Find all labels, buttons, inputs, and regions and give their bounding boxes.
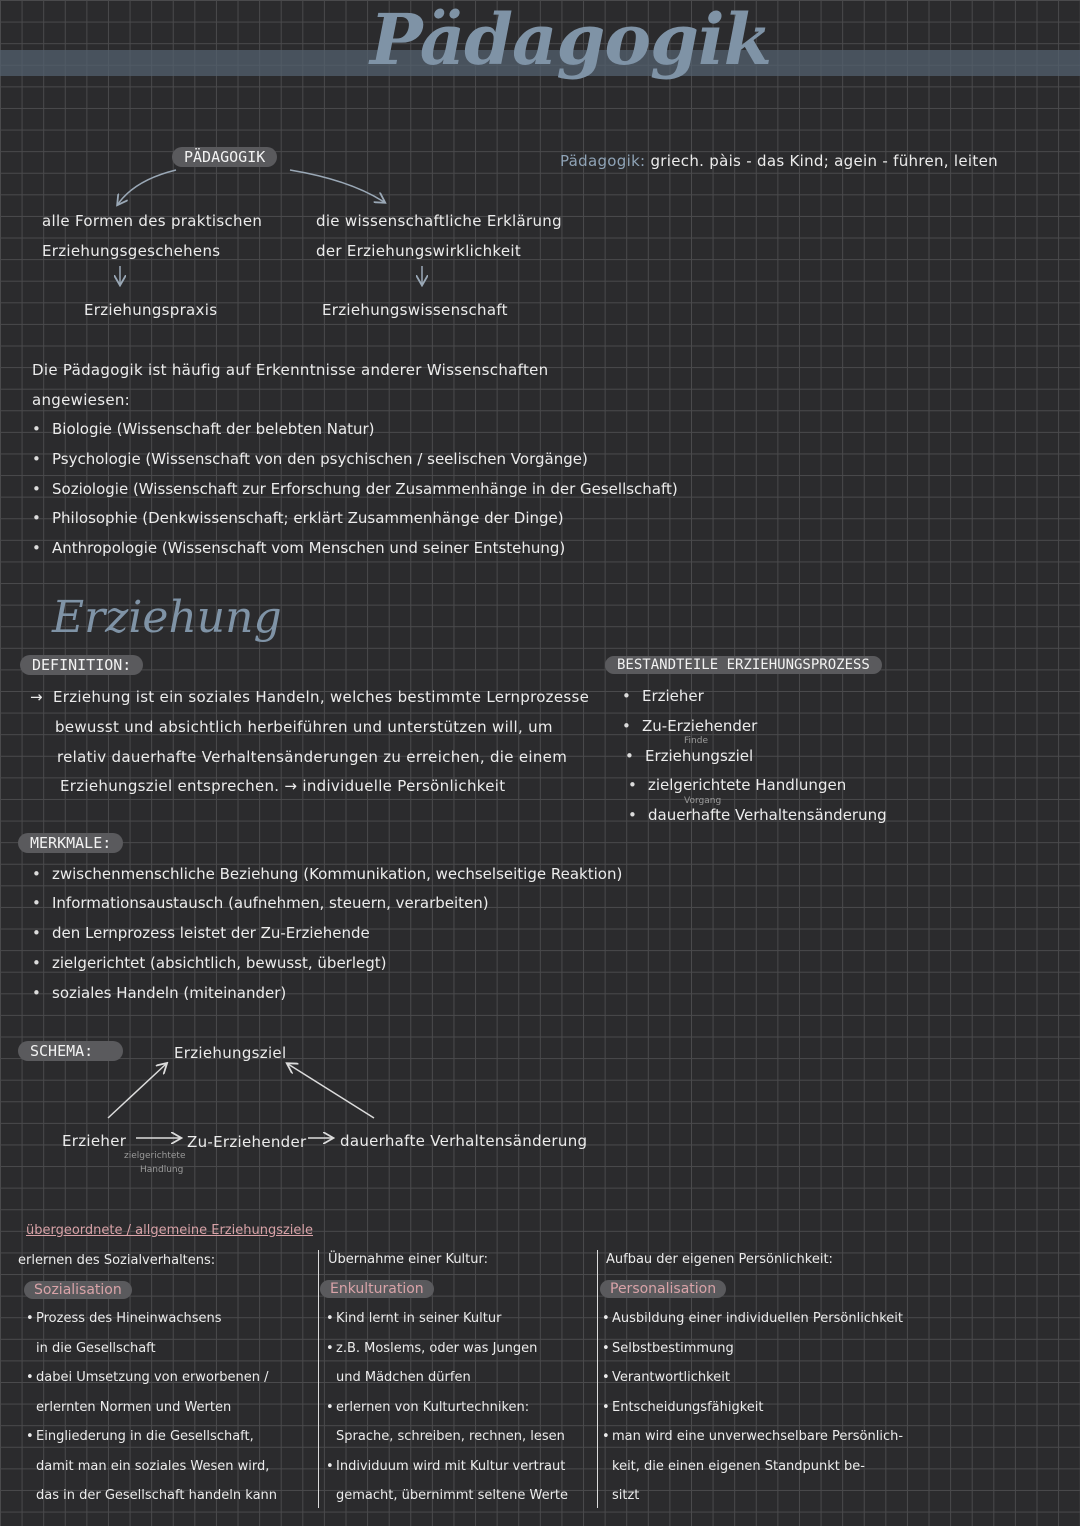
goal-line-bullet: • — [602, 1429, 610, 1444]
tree-right-line2: der Erziehungswirklichkeit — [316, 242, 522, 260]
goal-line: man wird eine unverwechselbare Persönlich- • — [602, 1429, 904, 1444]
component-small-note: Vorgang — [684, 796, 722, 806]
goal-line-bullet: • — [602, 1399, 610, 1415]
feature-item: • den Lernprozess leistet der Zu-Erziehende — [52, 924, 370, 942]
section-heading-erziehung: Erziehung — [52, 592, 282, 643]
tree-left-line2: Erziehungsgeschehens — [42, 242, 221, 260]
tree-right-result: Erziehungswissenschaft — [322, 301, 508, 319]
tree-left-line1: alle Formen des praktischen — [42, 212, 263, 230]
goal-column-tag: Sozialisation — [24, 1281, 132, 1299]
components-label: BESTANDTEILE ERZIEHUNGSPROZESS — [605, 656, 882, 674]
schema-arrow-up — [108, 1064, 166, 1118]
goal-column-tag: Personalisation — [600, 1280, 726, 1298]
goal-line-bullet: • — [602, 1370, 610, 1385]
goal-line-bullet: • — [602, 1340, 610, 1356]
goal-line: Sprache, schreiben, rechnen, lesen — [336, 1429, 565, 1444]
goal-line: und Mädchen dürfen — [336, 1370, 471, 1385]
goal-line-bullet: • — [26, 1311, 34, 1326]
goal-line: z.B. Moslems, oder was Jungen • — [326, 1340, 538, 1356]
schema-arrow-goal — [288, 1064, 374, 1118]
goal-line: erlernen von Kulturtechniken: • — [326, 1399, 530, 1415]
science-item: • Soziologie (Wissenschaft zur Erforschung der Zusammenhänge in der Gesellschaft) — [52, 480, 678, 498]
definition-arrow-icon: → — [30, 688, 43, 706]
feature-item: • Informationsaustausch (aufnehmen, steuern, verarbeiten) — [52, 894, 489, 912]
science-item: • Biologie (Wissenschaft der belebten Natur) — [52, 420, 375, 438]
goal-line: damit man ein soziales Wesen wird, — [36, 1458, 270, 1474]
goal-line: dabei Umsetzung von erworbenen / • — [26, 1370, 269, 1385]
goal-line: Eingliederung in die Gesellschaft, • — [26, 1429, 254, 1444]
component-item: • zielgerichtete Handlungen — [648, 776, 846, 794]
sciences-intro-line2: angewiesen: — [32, 391, 131, 409]
goal-line: Individuum wird mit Kultur vertraut • — [326, 1458, 566, 1474]
goal-line: Kind lernt in seiner Kultur • — [326, 1311, 502, 1326]
goal-line: gemacht, übernimmt seltene Werte — [336, 1488, 569, 1503]
tree-arrow-right — [290, 170, 384, 202]
etymology-text: griech. pàis - das Kind; agein - führen, leiten — [650, 152, 998, 170]
paedagogik-root-label: PÄDAGOGIK — [172, 147, 277, 167]
schema-arrow-note: Handlung — [140, 1165, 184, 1175]
column-divider — [597, 1250, 598, 1508]
feature-item: • zwischenmenschliche Beziehung (Kommunikation, wechselseitige Reaktion) — [52, 865, 622, 883]
goal-line: Prozess des Hineinwachsens • — [26, 1311, 222, 1326]
component-small-note: Finde — [684, 736, 708, 746]
goal-line-bullet: • — [326, 1399, 334, 1415]
column-divider — [318, 1250, 319, 1508]
goal-column-title: erlernen des Sozialverhaltens: — [18, 1253, 216, 1268]
features-label: MERKMALE: — [18, 833, 123, 853]
tree-arrow-left — [118, 170, 176, 204]
science-item: • Philosophie (Denkwissenschaft; erklärt Zusammenhänge der Dinge) — [52, 509, 564, 527]
goal-line: keit, die einen eigenen Standpunkt be- — [612, 1458, 865, 1474]
etymology-label: Pädagogik: — [560, 152, 646, 170]
goal-line-bullet: • — [602, 1311, 610, 1326]
schema-goal: Erziehungsziel — [174, 1044, 287, 1062]
goal-line-bullet: • — [326, 1458, 334, 1474]
science-item: • Anthropologie (Wissenschaft vom Menschen und seiner Entstehung) — [52, 539, 565, 557]
definition-line: Erziehungsziel entsprechen. → individuelle Persönlichkeit — [60, 777, 506, 795]
goals-heading: übergeordnete / allgemeine Erziehungsziele — [26, 1223, 314, 1238]
feature-item: • zielgerichtet (absichtlich, bewusst, überlegt) — [52, 954, 387, 972]
goal-line: Ausbildung einer individuellen Persönlichkeit • — [602, 1311, 903, 1326]
definition-line: Erziehung ist ein soziales Handeln, welches bestimmte Lernprozesse — [53, 688, 590, 706]
feature-item: • soziales Handeln (miteinander) — [52, 984, 286, 1002]
goal-line: Verantwortlichkeit • — [602, 1370, 730, 1385]
definition-line: relativ dauerhafte Verhaltensänderungen zu erreichen, die einem — [57, 748, 568, 766]
definition-line: bewusst und absichtlich herbeiführen und unterstützen will, um — [55, 718, 553, 736]
goal-line: Selbstbestimmung • — [602, 1340, 734, 1356]
goal-line-bullet: • — [326, 1340, 334, 1356]
component-item: • Erzieher — [642, 687, 704, 705]
goal-line-bullet: • — [26, 1370, 34, 1385]
tree-right-line1: die wissenschaftliche Erklärung — [316, 212, 562, 230]
definition-label: DEFINITION: — [20, 655, 143, 675]
tree-left-result: Erziehungspraxis — [84, 301, 218, 319]
goal-line: sitzt — [612, 1488, 640, 1503]
schema-educator: Erzieher — [62, 1132, 127, 1150]
schema-educatee: Zu-Erziehender — [187, 1133, 307, 1151]
page-title: Pädagogik — [370, 0, 772, 81]
science-item: • Psychologie (Wissenschaft von den psychischen / seelischen Vorgänge) — [52, 450, 588, 468]
goal-line: in die Gesellschaft — [36, 1340, 156, 1356]
schema-label: SCHEMA: — [18, 1041, 123, 1061]
goal-line-bullet: • — [26, 1429, 34, 1444]
goal-line-bullet: • — [326, 1311, 334, 1326]
goal-column-title: Aufbau der eigenen Persönlichkeit: — [606, 1252, 833, 1267]
component-item: • Erziehungsziel — [645, 747, 753, 765]
sciences-intro-line1: Die Pädagogik ist häufig auf Erkenntnisse anderer Wissenschaften — [32, 361, 549, 379]
schema-result: dauerhafte Verhaltensänderung — [340, 1132, 588, 1150]
goal-line: Entscheidungsfähigkeit • — [602, 1399, 764, 1415]
goal-column-tag: Enkulturation — [320, 1280, 434, 1298]
component-item: • Zu-Erziehender — [642, 717, 757, 735]
goal-column-title: Übernahme einer Kultur: — [328, 1252, 489, 1267]
goal-line: das in der Gesellschaft handeln kann — [36, 1488, 278, 1503]
goal-line: erlernten Normen und Werten — [36, 1399, 232, 1415]
component-item: • dauerhafte Verhaltensänderung — [648, 806, 887, 824]
schema-arrow-note: zielgerichtete — [124, 1151, 186, 1161]
